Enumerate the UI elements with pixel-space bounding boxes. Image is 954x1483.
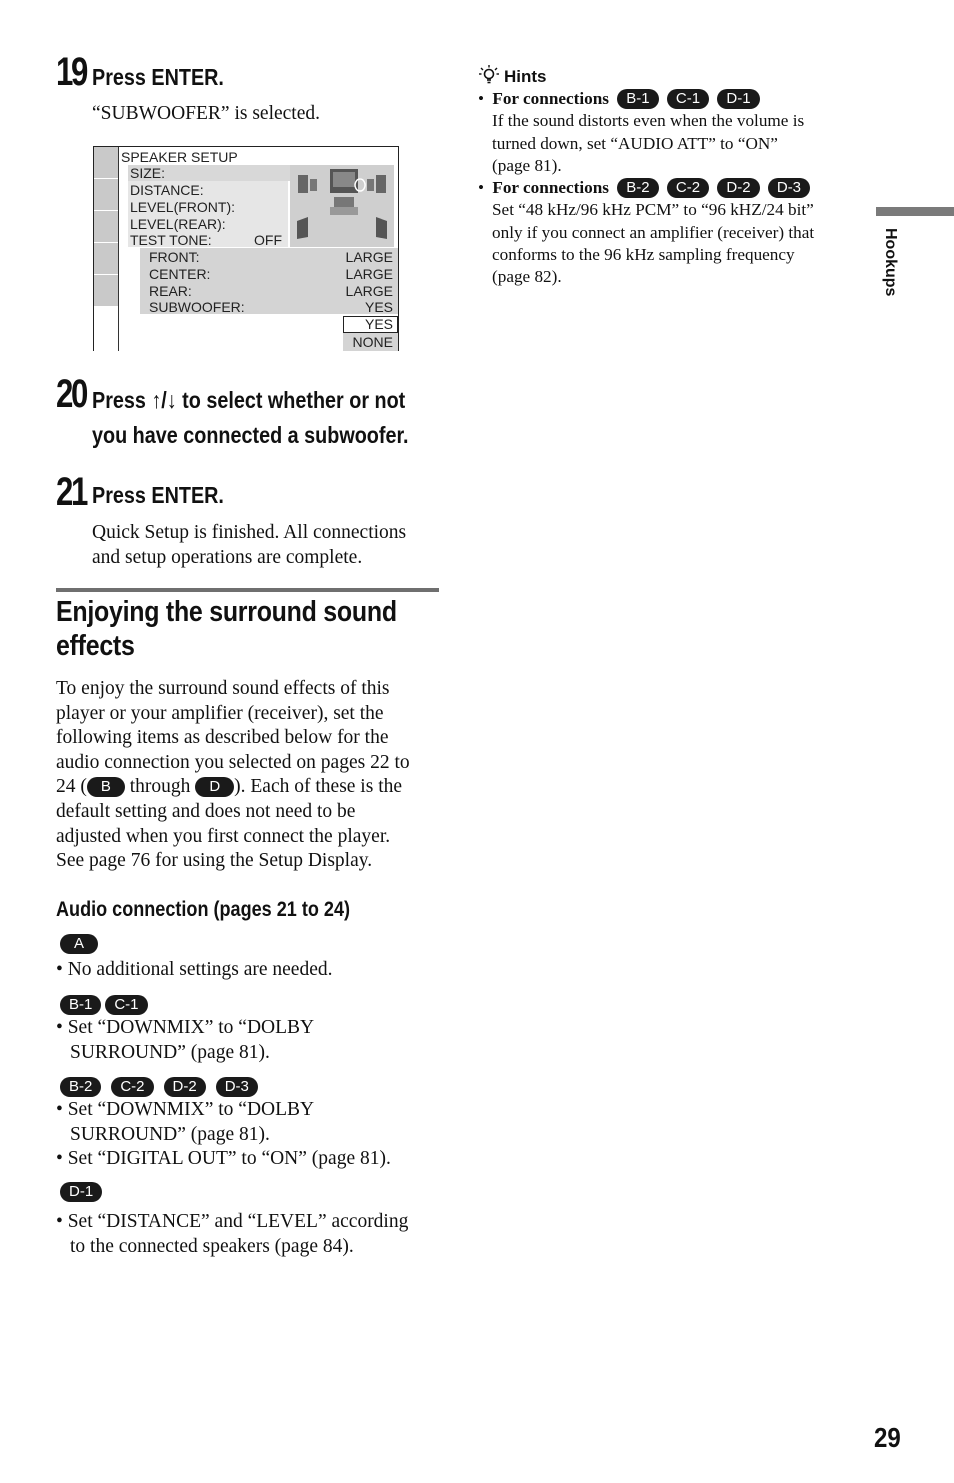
step-19 xyxy=(56,52,95,92)
osd-test-tone-value: OFF xyxy=(254,232,282,248)
osd-option-none: NONE xyxy=(352,334,393,350)
connection-badge: C-1 xyxy=(667,89,709,109)
bullet-item: • No additional settings are needed. xyxy=(56,959,333,980)
badge-row xyxy=(60,935,98,955)
step-number: 20 xyxy=(56,372,87,416)
connection-badge: C-1 xyxy=(105,995,147,1015)
text-line: (page 81). xyxy=(492,155,562,175)
text-line: • Set “DIGITAL OUT” to “ON” (page 81). xyxy=(56,1148,391,1170)
heading-line: effects xyxy=(56,630,135,662)
text-span: 24 ( xyxy=(56,776,87,798)
osd-sub-item: FRONT: xyxy=(149,249,200,265)
text-line: • Set “DOWNMIX” to “DOLBY xyxy=(56,1017,315,1038)
side-tab-bar xyxy=(876,207,954,216)
subheading-wrap xyxy=(56,897,398,923)
text-line: Quick Setup is finished. All connections xyxy=(92,522,407,543)
hint-lead: • For connections B-2 C-2 D-2 D-3 xyxy=(478,177,858,199)
text-line: turned down, set “AUDIO ATT” to “ON” xyxy=(492,133,778,153)
audio-connection-subheading: Audio connection (pages 21 to 24) xyxy=(56,898,351,921)
text-line: default setting and does not need to be xyxy=(56,800,356,822)
text-line: (page 82). xyxy=(492,267,562,287)
speaker-setup-screen xyxy=(93,146,399,351)
step-21 xyxy=(56,472,95,512)
step-title: Press ENTER. xyxy=(92,482,224,508)
step-21-text xyxy=(92,521,406,570)
lightbulb-icon xyxy=(478,64,500,86)
step-number: 21 xyxy=(56,470,87,514)
osd-tab xyxy=(94,147,118,179)
hint-body xyxy=(478,110,848,177)
osd-menu-item: TEST TONE: xyxy=(130,232,212,248)
connection-badge: A xyxy=(60,934,98,954)
osd-menu-item: DISTANCE: xyxy=(130,182,204,198)
osd-tab xyxy=(94,211,118,243)
osd-title: SPEAKER SETUP xyxy=(121,149,238,165)
section-heading xyxy=(56,595,452,663)
speaker-layout-icon xyxy=(290,165,394,247)
osd-tab xyxy=(94,179,118,211)
osd-tab xyxy=(94,275,118,307)
connection-badge: D-2 xyxy=(717,178,759,198)
osd-tab-column xyxy=(94,147,119,351)
connection-badge: D-1 xyxy=(717,89,759,109)
text-line: Set “48 kHz/96 kHz PCM” to “96 kHZ/24 bit” xyxy=(492,200,814,220)
osd-sub-item: SUBWOOFER: xyxy=(149,299,245,315)
connection-badge: D-3 xyxy=(768,178,810,198)
text-line: • Set “DISTANCE” and “LEVEL” according xyxy=(56,1211,409,1232)
connection-badge-d: D xyxy=(195,777,234,797)
bullet-list xyxy=(56,1098,391,1172)
text-line: • Set “DOWNMIX” to “DOLBY xyxy=(56,1099,315,1120)
page-number: 29 xyxy=(874,1422,901,1453)
badge-row xyxy=(60,996,148,1016)
hint-2 xyxy=(478,177,858,288)
osd-sub-value: LARGE xyxy=(345,249,393,265)
step-number: 19 xyxy=(56,50,87,94)
hint-body xyxy=(478,199,858,288)
text-line: To enjoy the surround sound effects of this xyxy=(56,678,390,699)
osd-sub-value: LARGE xyxy=(345,283,393,299)
osd-menu-item: SIZE: xyxy=(130,165,166,181)
step-title-line: you have connected a subwoofer. xyxy=(92,422,409,448)
text-line: player or your amplifier (receiver), set the xyxy=(56,702,384,724)
step-19-title-wrap xyxy=(92,60,245,95)
step-21-title-wrap xyxy=(92,478,245,513)
badge-row xyxy=(60,1078,258,1098)
step-title-line: Press ↑/↓ to select whether or not xyxy=(92,387,406,413)
connection-badge: B-2 xyxy=(60,1077,101,1097)
text-line: If the sound distorts even when the volume is xyxy=(492,111,805,131)
text-line: and setup operations are complete. xyxy=(92,546,363,568)
connection-badge: D-2 xyxy=(164,1077,206,1097)
side-tab xyxy=(878,228,902,298)
osd-tab xyxy=(94,243,118,275)
hint-lead: • For connections B-1 C-1 D-1 xyxy=(478,88,848,110)
connection-badge: C-2 xyxy=(111,1077,153,1097)
section-rule xyxy=(56,588,439,592)
connection-badge: C-2 xyxy=(667,178,709,198)
connection-badge: B-2 xyxy=(617,178,658,198)
connection-badge: B-1 xyxy=(617,89,658,109)
text-line: SURROUND” (page 81). xyxy=(70,1041,270,1063)
hint-1 xyxy=(478,88,848,177)
section-paragraph xyxy=(56,677,446,874)
text-line xyxy=(56,775,446,800)
osd-sub-item: CENTER: xyxy=(149,266,211,282)
step-19-text: “SUBWOOFER” is selected. xyxy=(92,103,321,124)
osd-sub-value: YES xyxy=(364,299,393,315)
step-20 xyxy=(56,374,95,414)
connection-badge: D-1 xyxy=(60,1182,102,1202)
bullet-item xyxy=(56,1210,408,1259)
hints-title: Hints xyxy=(504,67,547,86)
text-line: audio connection you selected on pages 22 to xyxy=(56,751,410,773)
connection-badge-b: B xyxy=(87,777,125,797)
text-line: SURROUND” (page 81). xyxy=(70,1123,270,1145)
osd-menu-item: LEVEL(REAR): xyxy=(130,216,226,232)
text-line: to the connected speakers (page 84). xyxy=(70,1235,354,1257)
step-title: Press ENTER. xyxy=(92,64,224,90)
badge-row xyxy=(60,1183,102,1203)
heading-line: Enjoying the surround sound xyxy=(56,596,397,628)
text-line: adjusted when you first connect the player. xyxy=(56,825,391,847)
text-line: only if you connect an amplifier (receiver) that xyxy=(492,222,815,242)
hint-lead-text: For connections xyxy=(492,89,609,108)
side-tab-label: Hookups xyxy=(882,228,899,297)
text-span: ). Each of these is the xyxy=(234,776,403,798)
step-20-title-wrap xyxy=(92,383,460,453)
hint-lead-text: For connections xyxy=(492,178,609,197)
bullet-item xyxy=(56,1016,314,1065)
osd-menu-item: LEVEL(FRONT): xyxy=(130,199,236,215)
text-span: through xyxy=(124,776,196,798)
osd-option-yes: YES xyxy=(364,316,393,332)
text-line: conforms to the 96 kHz sampling frequency xyxy=(492,244,795,264)
text-line: See page 76 for using the Setup Display. xyxy=(56,850,373,872)
osd-sub-value: LARGE xyxy=(345,266,393,282)
connection-badge: B-1 xyxy=(60,995,101,1015)
osd-sub-item: REAR: xyxy=(149,283,192,299)
text-line: following items as described below for the xyxy=(56,727,389,749)
connection-badge: D-3 xyxy=(216,1077,258,1097)
hints-header xyxy=(478,64,547,87)
